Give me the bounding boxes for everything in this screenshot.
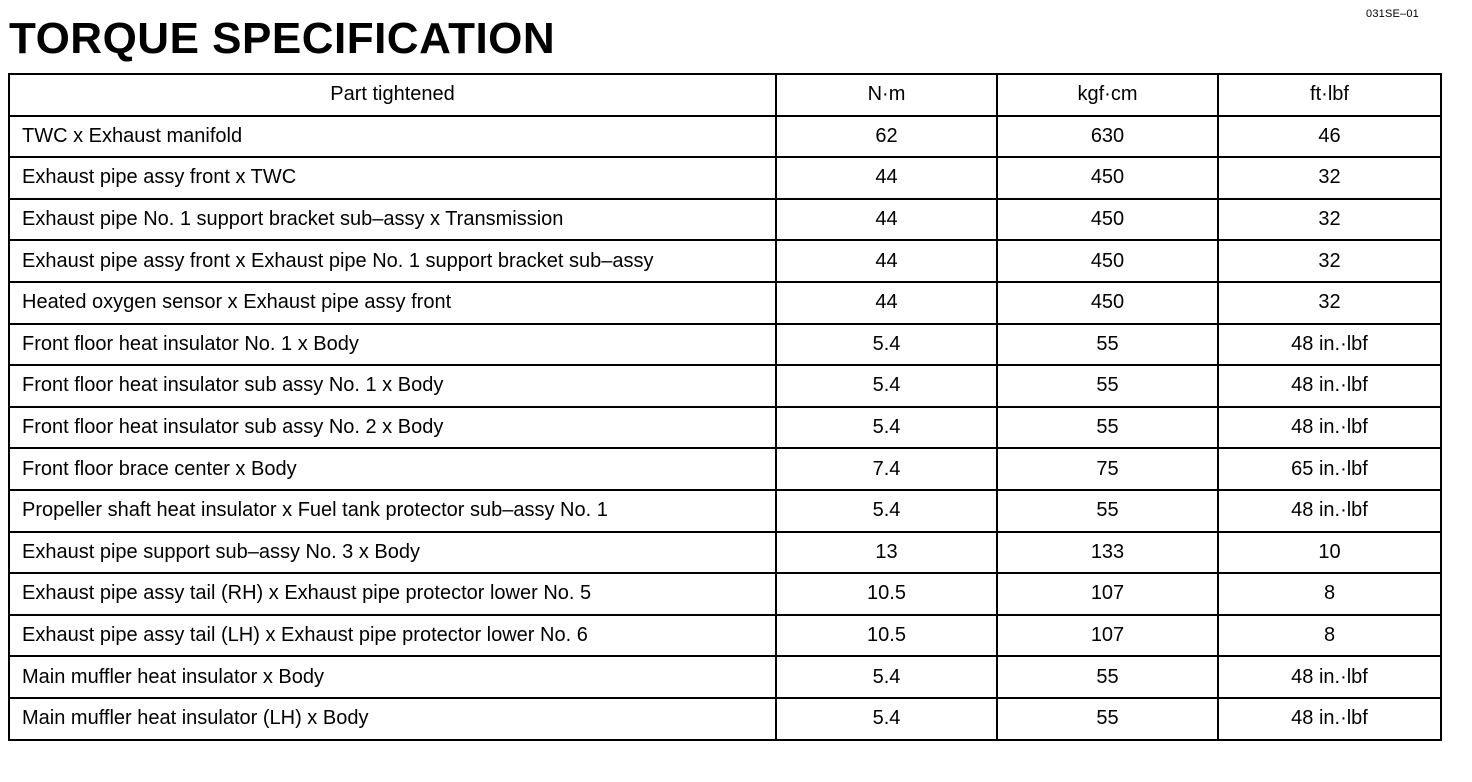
cell-part: Heated oxygen sensor x Exhaust pipe assy front	[9, 282, 776, 324]
cell-nm: 62	[776, 116, 997, 158]
cell-ft-lbf: 48 in.·lbf	[1218, 698, 1441, 740]
table-row	[9, 240, 1441, 282]
header-kgf-cm: kgf·cm	[997, 74, 1218, 116]
cell-nm: 5.4	[776, 365, 997, 407]
cell-ft-lbf: 48 in.·lbf	[1218, 407, 1441, 449]
cell-nm: 7.4	[776, 448, 997, 490]
cell-ft-lbf: 8	[1218, 615, 1441, 657]
cell-kgf-cm: 630	[997, 116, 1218, 158]
cell-kgf-cm: 107	[997, 615, 1218, 657]
cell-part: Exhaust pipe assy tail (LH) x Exhaust pipe protector lower No. 6	[9, 615, 776, 657]
cell-kgf-cm: 55	[997, 407, 1218, 449]
table-row	[9, 282, 1441, 324]
cell-part: Exhaust pipe No. 1 support bracket sub–assy x Transmission	[9, 199, 776, 241]
cell-part: Exhaust pipe assy front x TWC	[9, 157, 776, 199]
table-row	[9, 448, 1441, 490]
cell-nm: 10.5	[776, 573, 997, 615]
cell-kgf-cm: 55	[997, 365, 1218, 407]
cell-nm: 5.4	[776, 698, 997, 740]
cell-ft-lbf: 32	[1218, 240, 1441, 282]
header-nm: N·m	[776, 74, 997, 116]
cell-kgf-cm: 55	[997, 698, 1218, 740]
cell-nm: 44	[776, 157, 997, 199]
table-row	[9, 615, 1441, 657]
cell-kgf-cm: 55	[997, 656, 1218, 698]
cell-kgf-cm: 450	[997, 199, 1218, 241]
table-row	[9, 698, 1441, 740]
cell-kgf-cm: 75	[997, 448, 1218, 490]
cell-kgf-cm: 55	[997, 490, 1218, 532]
cell-nm: 5.4	[776, 490, 997, 532]
table-header-row	[9, 74, 1441, 116]
cell-part: Main muffler heat insulator (LH) x Body	[9, 698, 776, 740]
cell-kgf-cm: 450	[997, 282, 1218, 324]
table-row	[9, 365, 1441, 407]
cell-nm: 5.4	[776, 324, 997, 366]
cell-kgf-cm: 450	[997, 157, 1218, 199]
cell-nm: 44	[776, 240, 997, 282]
cell-ft-lbf: 10	[1218, 532, 1441, 574]
cell-part: Propeller shaft heat insulator x Fuel tank protector sub–assy No. 1	[9, 490, 776, 532]
cell-part: Front floor heat insulator No. 1 x Body	[9, 324, 776, 366]
header-ft-lbf: ft·lbf	[1218, 74, 1441, 116]
cell-part: TWC x Exhaust manifold	[9, 116, 776, 158]
cell-part: Front floor heat insulator sub assy No. 1 x Body	[9, 365, 776, 407]
table-row	[9, 199, 1441, 241]
table-row	[9, 407, 1441, 449]
cell-ft-lbf: 32	[1218, 157, 1441, 199]
cell-nm: 5.4	[776, 407, 997, 449]
cell-kgf-cm: 133	[997, 532, 1218, 574]
cell-nm: 13	[776, 532, 997, 574]
cell-part: Main muffler heat insulator x Body	[9, 656, 776, 698]
cell-nm: 44	[776, 199, 997, 241]
cell-part: Front floor heat insulator sub assy No. 2 x Body	[9, 407, 776, 449]
cell-ft-lbf: 48 in.·lbf	[1218, 490, 1441, 532]
table-row	[9, 157, 1441, 199]
cell-nm: 10.5	[776, 615, 997, 657]
cell-ft-lbf: 65 in.·lbf	[1218, 448, 1441, 490]
table-row	[9, 656, 1441, 698]
cell-ft-lbf: 48 in.·lbf	[1218, 324, 1441, 366]
cell-kgf-cm: 107	[997, 573, 1218, 615]
cell-ft-lbf: 48 in.·lbf	[1218, 365, 1441, 407]
table-row	[9, 532, 1441, 574]
cell-ft-lbf: 32	[1218, 199, 1441, 241]
document-code: 031SE–01	[1366, 8, 1419, 20]
cell-ft-lbf: 46	[1218, 116, 1441, 158]
cell-nm: 44	[776, 282, 997, 324]
header-part-tightened: Part tightened	[9, 74, 776, 116]
table-body	[9, 116, 1441, 740]
cell-ft-lbf: 32	[1218, 282, 1441, 324]
torque-spec-table	[8, 73, 1442, 741]
page-title: TORQUE SPECIFICATION	[9, 14, 556, 63]
table-row	[9, 573, 1441, 615]
cell-part: Front floor brace center x Body	[9, 448, 776, 490]
cell-ft-lbf: 8	[1218, 573, 1441, 615]
cell-nm: 5.4	[776, 656, 997, 698]
cell-kgf-cm: 55	[997, 324, 1218, 366]
table-row	[9, 490, 1441, 532]
cell-part: Exhaust pipe support sub–assy No. 3 x Body	[9, 532, 776, 574]
cell-part: Exhaust pipe assy front x Exhaust pipe No. 1 support bracket sub–assy	[9, 240, 776, 282]
cell-kgf-cm: 450	[997, 240, 1218, 282]
cell-ft-lbf: 48 in.·lbf	[1218, 656, 1441, 698]
table-row	[9, 324, 1441, 366]
table-row	[9, 116, 1441, 158]
cell-part: Exhaust pipe assy tail (RH) x Exhaust pipe protector lower No. 5	[9, 573, 776, 615]
